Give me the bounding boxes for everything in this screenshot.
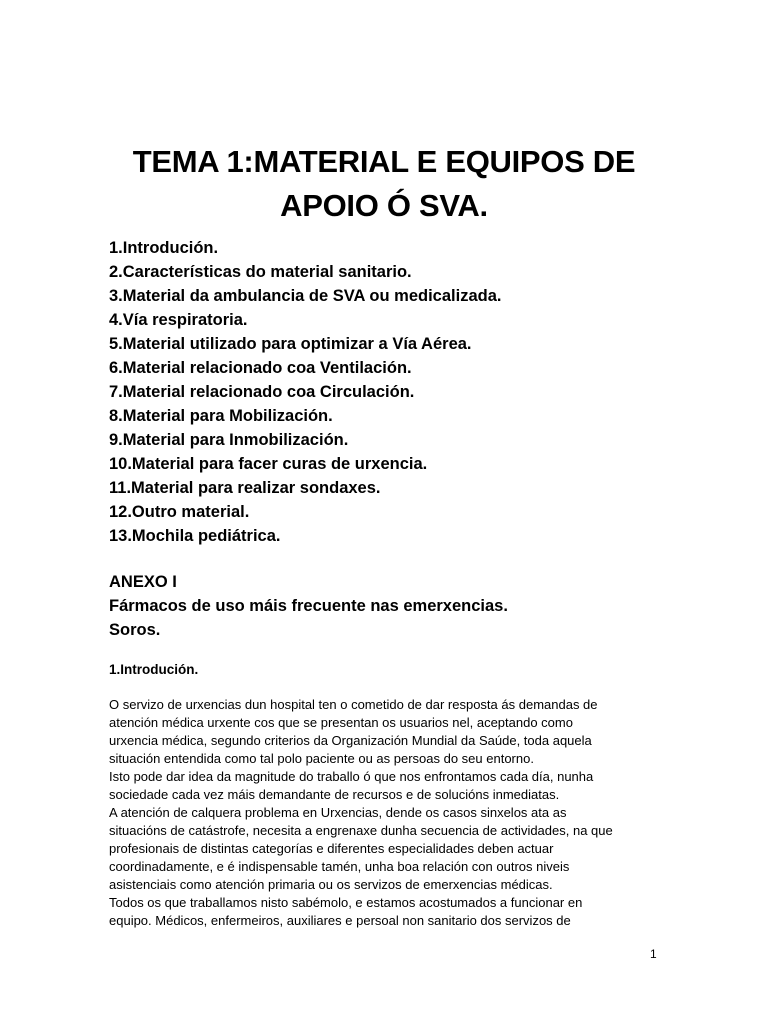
toc-item: 9.Material para Inmobilización. [109,431,349,449]
toc-item: 11.Material para realizar sondaxes. [109,479,381,497]
toc-item: 12.Outro material. [109,503,250,521]
toc-item: 5.Material utilizado para optimizar a Vía Aérea. [109,335,472,353]
title-line-1: TEMA 1:MATERIAL E EQUIPOS DE [132,144,636,179]
toc-item: 4.Vía respiratoria. [109,311,248,329]
toc-item: 1.Introdución. [109,239,219,257]
toc-item: 10.Material para facer curas de urxencia. [109,455,428,473]
toc-item: 8.Material para Mobilización. [109,407,333,425]
toc-item: 2.Características do material sanitario. [109,263,412,281]
body-paragraph [109,696,669,930]
title-line-2: APOIO Ó SVA. [280,188,488,223]
body-line: asistenciais como atención primaria ou os servizos de emerxencias médicas. [109,877,553,892]
body-line: O servizo de urxencias dun hospital ten o cometido de dar resposta ás demandas de [109,697,598,712]
body-line: situacións de catástrofe, necesita a engrenaxe dunha secuencia de actividades, na que [109,823,613,838]
toc-item: 3.Material da ambulancia de SVA ou medicalizada. [109,287,502,305]
body-line: atención médica urxente cos que se presentan os usuarios nel, aceptando como [109,715,573,730]
annex-title: ANEXO I [109,573,177,591]
table-of-contents [109,236,709,548]
body-line: situación entendida como tal polo paciente ou as persoas do seu entorno. [109,751,534,766]
annex-line: Fármacos de uso máis frecuente nas emerxencias. [109,597,508,615]
page-number: 1 [650,947,657,961]
toc-item: 6.Material relacionado coa Ventilación. [109,359,412,377]
document-title [60,140,708,228]
body-line: urxencia médica, segundo criterios da Organización Mundial da Saúde, toda aquela [109,733,592,748]
annex-line: Soros. [109,621,161,639]
body-line: Todos os que traballamos nisto sabémolo, e estamos acostumados a funcionar en [109,895,583,910]
section-heading: 1.Introdución. [109,662,199,677]
body-line: profesionais de distintas categorías e diferentes especialidades deben actuar [109,841,554,856]
body-line: equipo. Médicos, enfermeiros, auxiliares e persoal non sanitario dos servizos de [109,913,571,928]
body-line: Isto pode dar idea da magnitude do traballo ó que nos enfrontamos cada día, nunha [109,769,594,784]
body-line: sociedade cada vez máis demandante de recursos e de solucións inmediatas. [109,787,560,802]
toc-item: 13.Mochila pediátrica. [109,527,281,545]
toc-item: 7.Material relacionado coa Circulación. [109,383,415,401]
body-line: coordinadamente, e é indispensable tamén, unha boa relación con outros niveis [109,859,570,874]
annex-block [109,570,709,642]
body-line: A atención de calquera problema en Urxencias, dende os casos sinxelos ata as [109,805,567,820]
